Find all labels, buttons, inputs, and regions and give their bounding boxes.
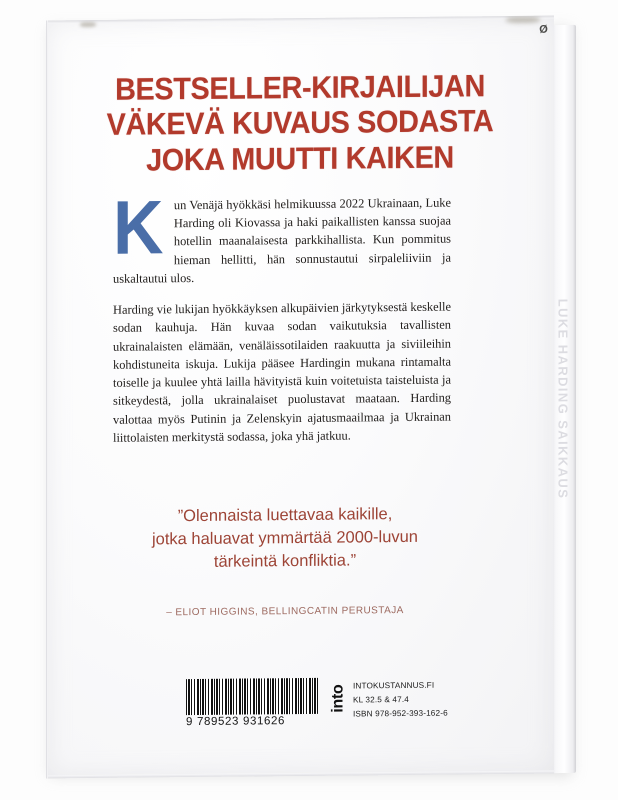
barcode-digits <box>186 715 318 728</box>
barcode-digit-group-2: 789523 <box>197 715 239 728</box>
blurb-paragraph-1-text: un Venäjä hyökkäsi helmikuussa 2022 Ukrainaan, Luke Harding oli Kiovassa ja haki paikallisten kanssa suojaa hotellin maanalaisesta parkkihallista. Kun pommitus hieman hellitti, hän sonnustautui sirpaleliiviin ja uskaltautui ulos. <box>113 195 451 286</box>
into-publisher-logo: into <box>329 684 346 713</box>
blurb-text-block <box>113 185 451 447</box>
classification-code: KL 32.5 & 47.4 <box>353 695 409 705</box>
blurb-dropcap: K <box>113 185 164 271</box>
back-cover-face <box>46 16 554 779</box>
cover-headline <box>64 68 536 179</box>
pull-quote-line-2: jotka haluavat ymmärtää 2000-luvun <box>152 527 418 549</box>
headline-line-1: BESTSELLER-KIRJAILIJAN <box>115 68 485 107</box>
blurb-paragraph-1 <box>113 185 451 288</box>
headline-line-3: JOKA MUUTTI KAIKEN <box>146 139 454 178</box>
spine-title-text: LUKE HARDING SAIKKAUS <box>555 298 571 500</box>
barcode-digit-group-1: 9 <box>186 716 193 729</box>
barcode-bars <box>186 678 318 715</box>
pull-quote-line-3: tärkeintä konfliktia.” <box>213 551 357 572</box>
pull-quote-line-1: ”Olennaista luettavaa kaikille, <box>177 505 393 526</box>
pull-quote-attribution: – ELIOT HIGGINS, BELLINGCATIN PERUSTAJA <box>166 605 404 619</box>
pull-quote <box>94 502 476 575</box>
cover-content <box>46 16 554 779</box>
blurb-paragraph-2: Harding vie lukijan hyökkäyksen alkupäivien järkytyksestä keskelle sodan kauhuja. Hän kuvaa sodan vaikutuksia tavallisten ukrainalaisten elämään, venäläissotilaiden raakuutta ja siviileihin kohdistuneita iskuja. Lukija pääsee Hardingin mukana rintamalta toiselle ja kuulee yhtä lailla hävityistä kuin voitetuista taisteluista ja sitkeydestä, jolla ukrainalaiset puolustavat maataan. Harding valottaa myös Putinin ja Zelenskyin ajatusmaailmaa ja Ukrainan liittolaisten merkitystä sodassa, joka yhä jatkuu. <box>113 299 451 445</box>
headline-line-2: VÄKEVÄ KUVAUS SODASTA <box>106 103 494 143</box>
imprint-block <box>329 677 448 722</box>
book-object <box>46 18 576 782</box>
corner-scuff-mark: Ø <box>539 23 548 36</box>
barcode-digit-group-3: 931626 <box>242 715 285 728</box>
isbn-number: ISBN 978-952-393-162-6 <box>353 708 448 719</box>
imprint-text-lines <box>353 679 448 722</box>
publisher-website: INTOKUSTANNUS.FI <box>353 680 435 691</box>
barcode-block <box>186 678 318 728</box>
cover-footer <box>186 677 448 729</box>
